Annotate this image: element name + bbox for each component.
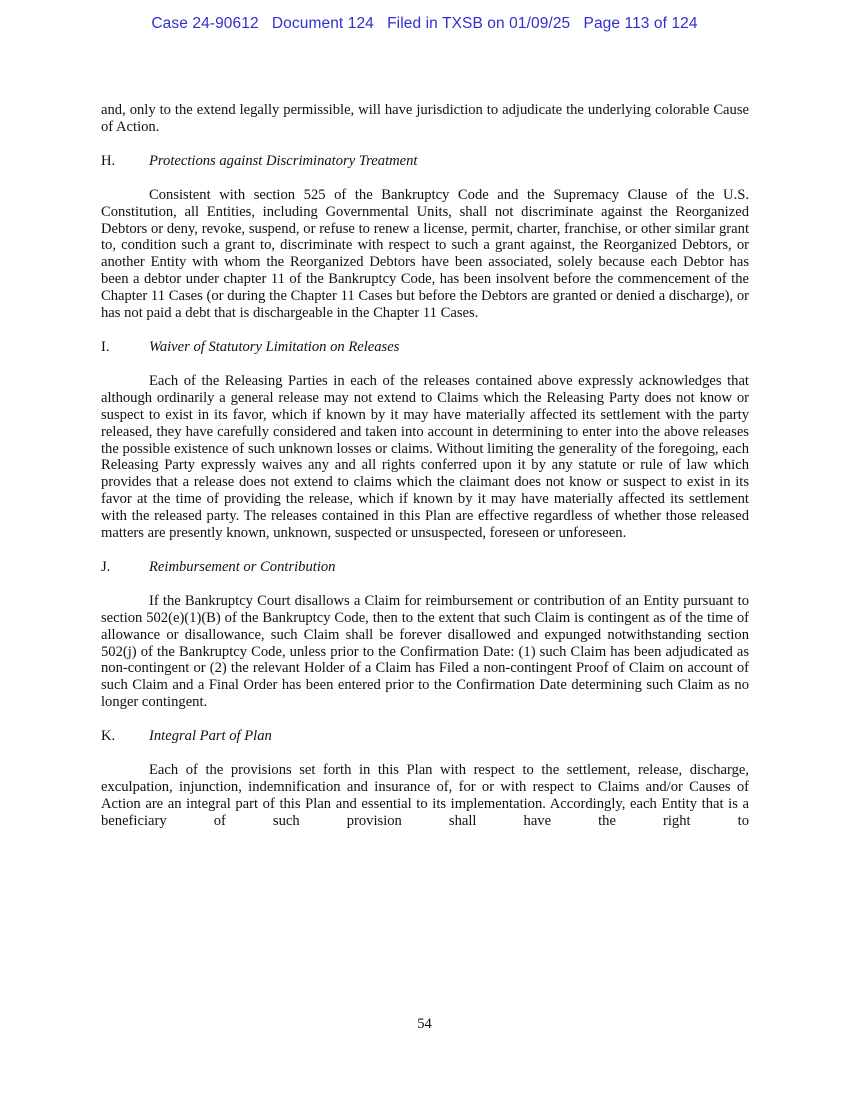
section-title: Waiver of Statutory Limitation on Releases [149,338,400,355]
section-paragraph-k: Each of the provisions set forth in this Plan with respect to the settlement, release, discharge, exculpation, injunction, indemnification and insurance of, for or with respect to Claims and/or Causes of Action are an integral part of this Plan and essential to its implementation. Accordingly, each Entity that is a beneficiary of such provision shall have the right to [101,762,749,829]
section-letter: J. [101,558,111,575]
section-paragraph-h: Consistent with section 525 of the Bankruptcy Code and the Supremacy Clause of the U.S. Constitution, all Entities, including Governmental Units, shall not discriminate against the Reorganized Debtors or deny, revoke, suspend, or refuse to renew a license, permit, charter, franchise, or other similar grant to, condition such a grant to, discriminate with respect to such a grant against, the Reorganized Debtors, or another Entity with whom the Reorganized Debtors have been associated, solely because each Debtor has been a debtor under chapter 11 of the Bankruptcy Code, has been insolvent before the commencement of the Chapter 11 Cases (or during the Chapter 11 Cases but before the Debtors are granted or denied a discharge), or has not paid a debt that is dischargeable in the Chapter 11 Cases. [101,186,749,322]
section-paragraph-i: Each of the Releasing Parties in each of the releases contained above expressly acknowledges that although ordinarily a general release may not extend to Claims which the Releasing Party does not know or suspect to exist in its favor, which if known by it may have materially affected its settlement with the party released, they have carefully considered and taken into account in determining to enter into the above releases the possible existence of such unknown losses or claims. Without limiting the generality of the foregoing, each Releasing Party expressly waives any and all rights conferred upon it by any statute or rule of law which provides that a release does not extend to claims which the claimant does not know or suspect to exist in its favor at the time of providing the release, which if known by it may have materially affected its settlement with the released party. The releases contained in this Plan are effective regardless of whether those released matters are presently known, unknown, suspected or unsuspected, foreseen or unforeseen. [101,372,749,542]
page-number: 54 [417,1016,432,1032]
section-title: Reimbursement or Contribution [149,558,336,575]
court-filing-header: Case 24-90612 Document 124 Filed in TXSB on 01/09/25 Page 113 of 124 [151,15,698,32]
section-letter: I. [101,338,110,355]
section-title: Integral Part of Plan [149,728,272,745]
section-title: Protections against Discriminatory Treatment [149,152,418,169]
document-body [101,102,749,830]
section-paragraph-j: If the Bankruptcy Court disallows a Claim for reimbursement or contribution of an Entity pursuant to section 502(e)(1)(B) of the Bankruptcy Code, then to the extent that such Claim is contingent as of the time of allowance or disallowance, such Claim shall be forever disallowed and expunged notwithstanding section 502(j) of the Bankruptcy Code, unless prior to the Confirmation Date: (1) such Claim has been adjudicated as non-contingent or (2) the relevant Holder of a Claim has Filed a non-contingent Proof of Claim on account of such Claim and a Final Order has been entered prior to the Confirmation Date determining such Claim as no longer contingent. [101,592,749,711]
section-heading-k [101,728,749,745]
section-heading-h [101,153,749,170]
section-heading-j [101,559,749,576]
section-letter: H. [101,152,116,169]
section-letter: K. [101,728,116,745]
intro-paragraph: and, only to the extend legally permissible, will have jurisdiction to adjudicate the underlying colorable Cause of Action. [101,102,749,135]
section-heading-i [101,339,749,356]
